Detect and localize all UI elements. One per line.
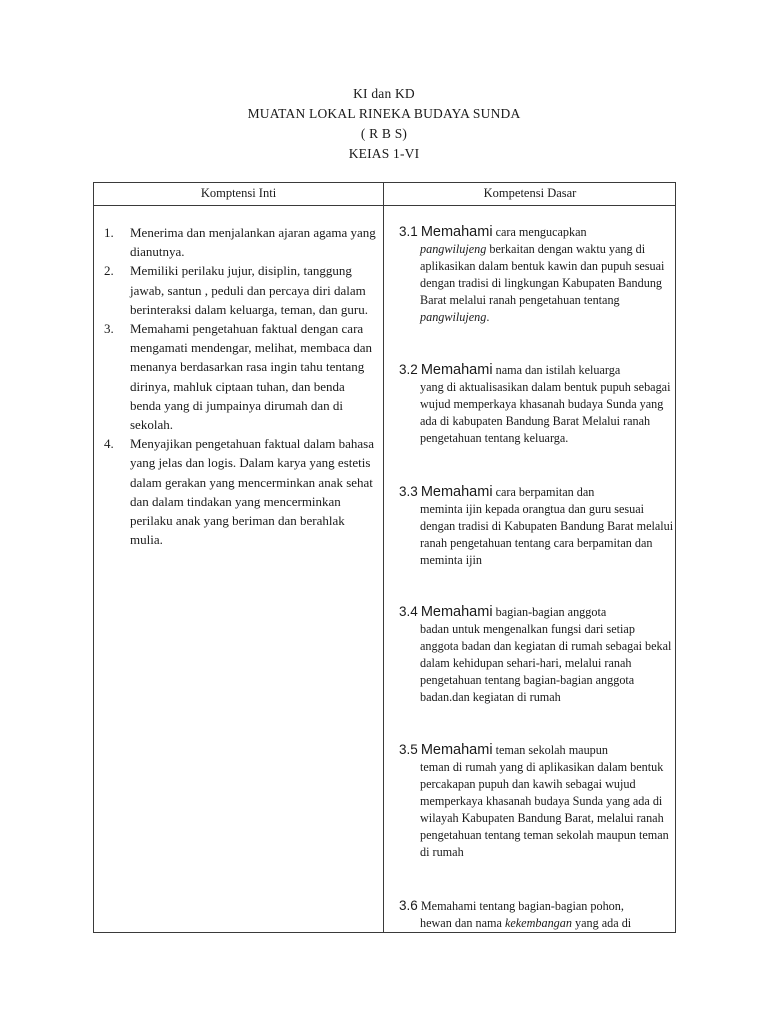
ki-item (104, 223, 379, 261)
kd-number: 3.2 (399, 362, 418, 377)
kd-body-text: hewan dan nama (420, 916, 505, 930)
kd-italic-term: pangwilujeng (420, 242, 487, 256)
kd-item-3-1 (399, 223, 674, 326)
ki-list (104, 223, 379, 549)
ki-item-number: 1. (104, 225, 114, 240)
kd-item-3-5 (399, 741, 674, 861)
ki-item (104, 319, 379, 434)
kd-verb: Memahami (420, 224, 493, 240)
kd-first-line (399, 603, 674, 621)
column-divider (383, 183, 384, 932)
ki-item-text: Menyajikan pengetahuan faktual dalam bahasa yang jelas dan logis. Dalam karya yang estetis dalam gerakan yang mencerminkan anak sehat dan dalam tindakan yang mencerminkan perilaku anak yang beriman dan berahlak mulia. (130, 436, 375, 548)
kd-line1-text: tentang bagian-bagian pohon, (476, 899, 624, 913)
kd-first-line (399, 483, 674, 501)
header-title: KI dan KD (353, 86, 415, 101)
kd-item-3-6 (399, 897, 674, 932)
kd-italic-term: pangwilujeng (420, 310, 487, 324)
kd-body (399, 241, 674, 326)
kd-verb: Memahami (420, 742, 493, 758)
kd-body: teman di rumah yang di aplikasikan dalam bentuk percakapan pupuh dan kawih sebagai wujud memperkaya khasanah budaya Sunda yang ada di wilayah Kabupaten Bandung Barat, melalui ranah pengetahuan tentang teman sekolah maupun teman di rumah (420, 760, 669, 859)
ki-item-text: Memahami pengetahuan faktual dengan cara mengamati mendengar, melihat, membaca dan menanya berdasarkan rasa ingin tahu tentang dirinya, mahluk ciptaan tuhan, dan benda benda yang di jumpainya dirumah dan di sekolah. (130, 321, 373, 433)
col-header-ki: Komptensi Inti (200, 186, 277, 200)
kd-item-3-2 (399, 361, 674, 447)
kd-verb: Memahami (420, 362, 493, 378)
kd-body-text: yang ada di (571, 916, 632, 930)
ki-item-text: Memiliki perilaku jujur, disiplin, tanggung jawab, santun , peduli dan percaya diri dalam berinteraksi dalam keluarga, teman, dan guru. (130, 263, 369, 317)
kd-verb: Memahami (420, 604, 493, 620)
kd-body-text: berkaitan dengan waktu yang di aplikasikan dalam bentuk kawin dan pupuh sesuai dengan tradisi di lingkungan Kabupaten Bandung Barat melalui ranah pengetahuan tentang (420, 242, 665, 307)
kd-body: yang di aktualisasikan dalam bentuk pupuh sebagai wujud memperkaya khasanah budaya Sunda yang ada di kabupaten Bandung Barat Melalui ranah pengetahuan tentang keluarga. (420, 380, 671, 445)
kd-body: meminta ijin kepada orangtua dan guru sesuai dengan tradisi di Kabupaten Bandung Barat melalui ranah pengetahuan tentang cara berpamitan dan meminta ijin (420, 502, 674, 567)
ki-item-text: Menerima dan menjalankan ajaran agama yang dianutnya. (130, 225, 376, 260)
header-subject: MUATAN LOKAL RINEKA BUDAYA SUNDA (247, 106, 521, 121)
kd-number: 3.5 (399, 742, 418, 757)
kd-first-line (399, 361, 674, 379)
table-header-row (94, 183, 675, 206)
ki-item (104, 261, 379, 319)
kd-item-3-3 (399, 483, 674, 569)
kd-verb: Memahami (420, 484, 493, 500)
header-abbreviation: ( R B S) (360, 126, 408, 141)
kd-first-line (399, 741, 674, 759)
kd-body (399, 915, 674, 932)
col-header-kd: Kompetensi Dasar (483, 186, 577, 200)
kd-italic-term: kekembangan (504, 916, 572, 930)
kd-verb: Memahami (420, 899, 477, 913)
kd-line1-text: teman sekolah maupun (492, 743, 608, 757)
kd-line1-text: cara berpamitan dan (492, 485, 595, 499)
ki-kd-table (93, 182, 676, 933)
kd-line1-text: cara mengucapkan (492, 225, 587, 239)
kd-first-line (399, 223, 674, 241)
ki-item (104, 434, 379, 549)
ki-item-number: 3. (104, 321, 114, 337)
kd-item-3-4 (399, 603, 674, 706)
ki-item-number: 2. (104, 263, 114, 279)
header-class: KEIAS 1-VI (348, 146, 420, 161)
document-header (0, 84, 768, 164)
ki-item-number: 4. (104, 436, 114, 452)
kd-number: 3.3 (399, 484, 418, 499)
kd-number: 3.6 (399, 898, 418, 913)
kd-line1-text: bagian-bagian anggota (492, 605, 607, 619)
kd-body: badan untuk mengenalkan fungsi dari setiap anggota badan dan kegiatan di rumah sebagai bekal dalam kehidupan sehari-hari, melalui ranah pengetahuan tentang bagian-bagian anggota badan.dan kegiatan di rumah (420, 622, 672, 704)
kd-body-text: . (486, 310, 490, 324)
kd-line1-text: nama dan istilah keluarga (492, 363, 621, 377)
kd-number: 3.4 (399, 604, 418, 619)
kd-number: 3.1 (399, 224, 418, 239)
kd-first-line (399, 897, 674, 915)
